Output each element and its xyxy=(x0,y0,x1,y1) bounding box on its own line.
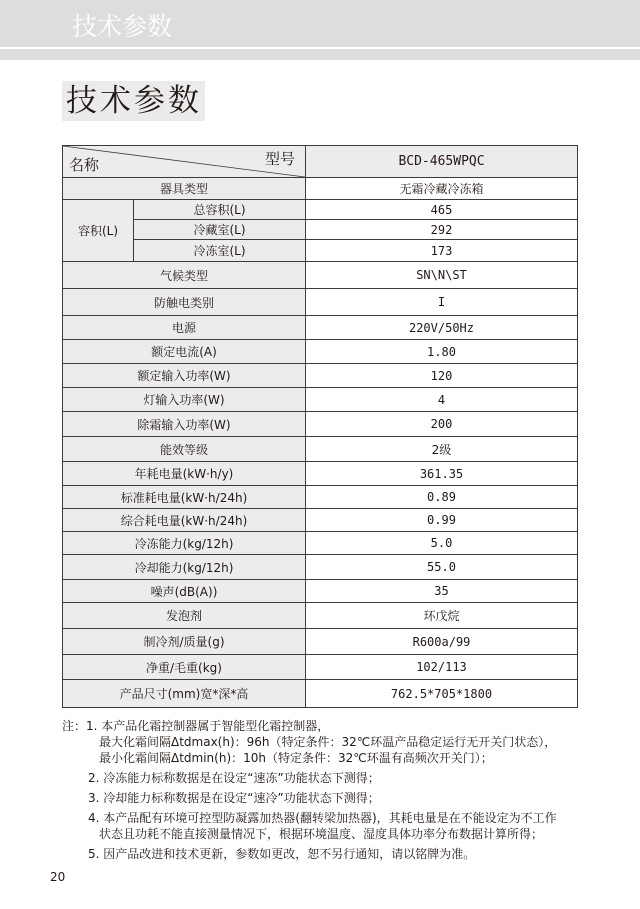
table-row xyxy=(63,629,578,655)
row-label: 综合耗电量(kW·h/24h) xyxy=(63,509,306,532)
table-header-row xyxy=(63,146,578,178)
table-row xyxy=(63,388,578,412)
row-value: 200 xyxy=(306,412,578,437)
row-value: 120 xyxy=(306,364,578,388)
note-item-4: 4. 本产品配有环境可控型防凝露加热器(翻转梁加热器)，其耗电量是在不能设定为不工作 xyxy=(88,811,557,825)
corner-name-label: 名称 xyxy=(69,156,100,174)
row-label: 灯输入功率(W) xyxy=(63,388,306,412)
table-row xyxy=(63,462,578,486)
page-number: 20 xyxy=(50,870,66,884)
row-label: 额定输入功率(W) xyxy=(63,364,306,388)
note-item-2: 2. 冷冻能力标称数据是在设定“速冻”功能状态下测得； xyxy=(88,771,380,785)
row-value: 361.35 xyxy=(306,462,578,486)
row-value: 55.0 xyxy=(306,555,578,580)
note-item-1-line-3: 最小化霜间隔Δtdmin(h)：10h（特定条件：32℃环温有高频次开关门）； xyxy=(99,751,493,765)
row-label: 噪声(dB(A)) xyxy=(63,580,306,603)
row-value: 环戊烷 xyxy=(306,603,578,629)
table-row xyxy=(63,340,578,364)
table-row xyxy=(63,200,578,220)
row-label: 额定电流(A) xyxy=(63,340,306,364)
row-value: 4 xyxy=(306,388,578,412)
note-item-1 xyxy=(62,718,592,734)
table-row xyxy=(63,532,578,555)
table-row xyxy=(63,412,578,437)
table-row xyxy=(63,220,578,240)
corner-header-cell xyxy=(63,146,306,178)
row-label: 制冷剂/质量(g) xyxy=(63,629,306,655)
row-label: 年耗电量(kW·h/y) xyxy=(63,462,306,486)
row-value: 173 xyxy=(306,240,578,262)
table-row xyxy=(63,580,578,603)
row-value: 5.0 xyxy=(306,532,578,555)
notes-section xyxy=(62,718,592,862)
row-value: 465 xyxy=(306,200,578,220)
row-value: SN\N\ST xyxy=(306,262,578,289)
row-label: 冷冻能力(kg/12h) xyxy=(63,532,306,555)
page-title: 技术参数 xyxy=(66,83,202,119)
row-value: 292 xyxy=(306,220,578,240)
notes-prefix: 注： xyxy=(62,719,87,733)
row-label: 除霜输入功率(W) xyxy=(63,412,306,437)
row-label: 器具类型 xyxy=(63,178,306,200)
table-row xyxy=(63,178,578,200)
row-value: 102/113 xyxy=(306,655,578,680)
table-row xyxy=(63,680,578,708)
table-row xyxy=(63,486,578,509)
table-row xyxy=(63,262,578,289)
page-title-box xyxy=(62,81,205,121)
corner-model-label: 型号 xyxy=(264,150,295,168)
table-row xyxy=(63,364,578,388)
row-label: 气候类型 xyxy=(63,262,306,289)
row-value: 2级 xyxy=(306,437,578,462)
table-row xyxy=(63,603,578,629)
row-value: 1.80 xyxy=(306,340,578,364)
row-label: 发泡剂 xyxy=(63,603,306,629)
note-item-5: 5. 因产品改进和技术更新，参数如更改，恕不另行通知，请以铭牌为准。 xyxy=(88,847,476,861)
row-value: 35 xyxy=(306,580,578,603)
spec-table xyxy=(62,145,578,708)
row-label: 冷却能力(kg/12h) xyxy=(63,555,306,580)
row-label: 电源 xyxy=(63,316,306,340)
row-label: 冷藏室(L) xyxy=(134,220,306,240)
table-row xyxy=(63,555,578,580)
model-value: BCD-465WPQC xyxy=(306,146,578,178)
volume-group-label: 容积(L) xyxy=(63,200,134,262)
header-band-title: 技术参数 xyxy=(72,12,173,41)
table-row xyxy=(63,655,578,680)
table-row xyxy=(63,509,578,532)
row-label: 产品尺寸(mm)宽*深*高 xyxy=(63,680,306,708)
row-value: 无霜冷藏冷冻箱 xyxy=(306,178,578,200)
note-text: 1. 本产品化霜控制器属于智能型化霜控制器， xyxy=(86,719,330,733)
header-strip xyxy=(0,49,640,60)
row-value: 220V/50Hz xyxy=(306,316,578,340)
row-label: 防触电类别 xyxy=(63,289,306,316)
row-value: 762.5*705*1800 xyxy=(306,680,578,708)
row-value: I xyxy=(306,289,578,316)
note-item-1-line-2: 最大化霜间隔Δtdmax(h)：96h（特定条件：32℃环温产品稳定运行无开关门状态）， xyxy=(99,735,557,749)
table-row xyxy=(63,240,578,262)
row-label: 标准耗电量(kW·h/24h) xyxy=(63,486,306,509)
row-label: 总容积(L) xyxy=(134,200,306,220)
row-value: 0.99 xyxy=(306,509,578,532)
row-label: 能效等级 xyxy=(63,437,306,462)
table-row xyxy=(63,316,578,340)
row-label: 净重/毛重(kg) xyxy=(63,655,306,680)
top-header-band xyxy=(0,0,640,47)
table-row xyxy=(63,437,578,462)
table-row xyxy=(63,289,578,316)
note-item-4-line-2: 状态且功耗不能直接测量情况下，根据环境温度、湿度具体功率分布数据计算所得； xyxy=(99,827,544,841)
row-value: 0.89 xyxy=(306,486,578,509)
note-item-3: 3. 冷却能力标称数据是在设定“速冷”功能状态下测得； xyxy=(88,791,380,805)
row-label: 冷冻室(L) xyxy=(134,240,306,262)
row-value: R600a/99 xyxy=(306,629,578,655)
